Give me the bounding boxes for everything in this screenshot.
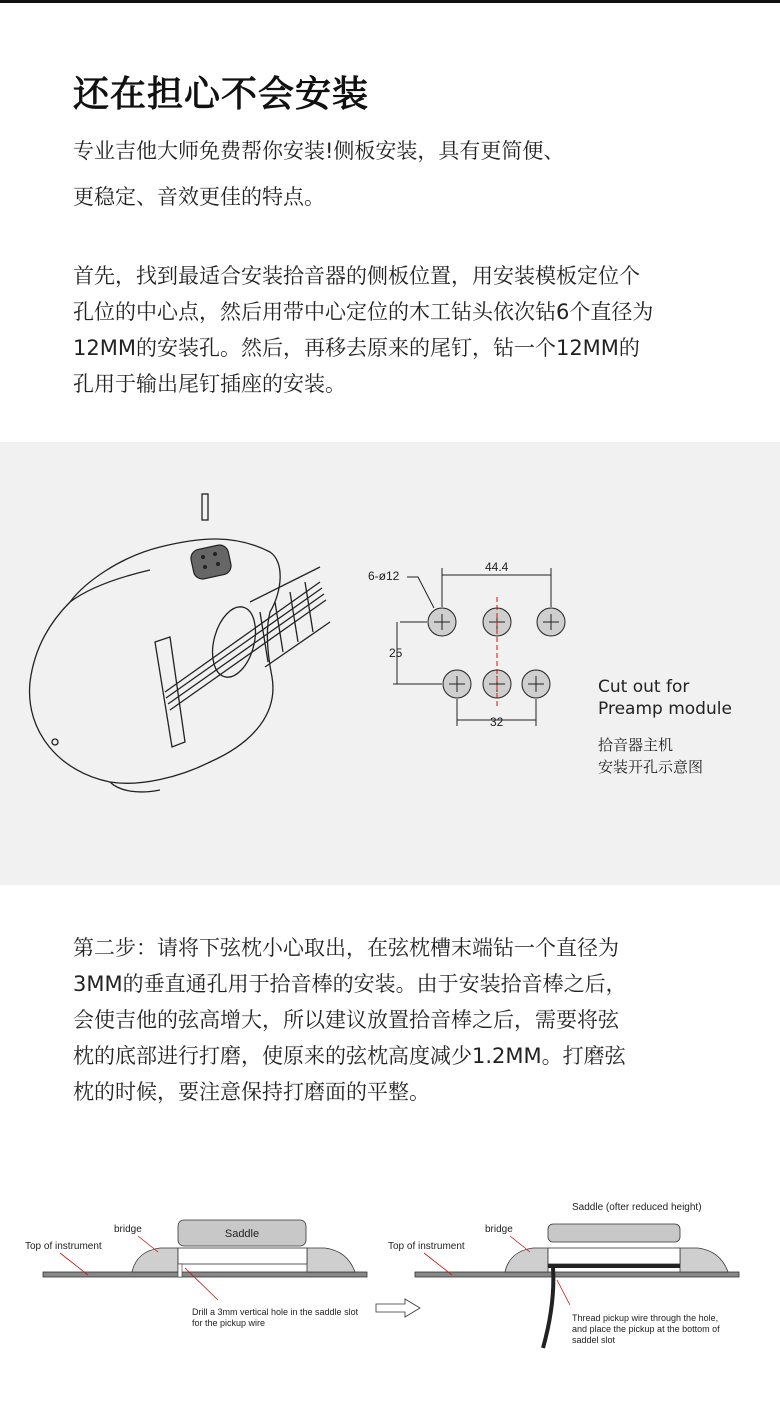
dimension-side: 25 xyxy=(389,646,403,660)
saddle-diagram xyxy=(0,1180,780,1380)
caption-line: 拾音器主机 xyxy=(598,736,674,754)
caption-line: Preamp module xyxy=(598,699,732,719)
step-two-line: 第二步：请将下弦枕小心取出，在弦枕槽末端钻一个直径为 xyxy=(73,936,619,960)
step-one-line: 孔位的中心点，然后用带中心定位的木工钻头依次钻6个直径为 xyxy=(73,300,654,324)
step-two-line: 枕的时候，要注意保持打磨面的平整。 xyxy=(73,1080,430,1104)
bridge-label: bridge xyxy=(114,1224,142,1235)
instrument-top xyxy=(43,1272,367,1277)
step-two-line: 3MM的垂直通孔用于拾音棒的安装。由于安装拾音棒之后， xyxy=(73,972,627,996)
cutout-caption-en xyxy=(598,676,732,720)
preamp-module-icon xyxy=(189,543,232,580)
thread-note-line: saddel slot xyxy=(572,1335,616,1345)
hole-label: 6-ø12 xyxy=(368,569,400,583)
intro-paragraph xyxy=(73,128,733,220)
thread-note-line: and place the pickup at the bottom of xyxy=(572,1324,720,1334)
arrow-right-icon xyxy=(376,1299,420,1317)
saddle-diagram-before xyxy=(25,1220,367,1328)
top-label: Top of instrument xyxy=(25,1241,102,1252)
step-one-line: 首先，找到最适合安装拾音器的侧板位置，用安装模板定位个 xyxy=(73,264,640,288)
drill-note-line: Drill a 3mm vertical hole in the saddle slot xyxy=(192,1307,359,1317)
dimension-top: 44.4 xyxy=(485,560,509,574)
drill-note-line: for the pickup wire xyxy=(192,1318,266,1328)
guitar-illustration xyxy=(30,494,330,792)
top-label: Top of instrument xyxy=(388,1241,465,1252)
step-one-line: 12MM的安装孔。然后，再移去原来的尾钉，钻一个12MM的 xyxy=(73,336,640,360)
caption-line: Cut out for xyxy=(598,677,690,697)
bridge-label: bridge xyxy=(485,1224,513,1235)
cutout-caption-zh xyxy=(598,734,703,778)
step-two-line: 枕的底部进行打磨，使原来的弦枕高度减少1.2MM。打磨弦 xyxy=(73,1044,626,1068)
pickup-wire xyxy=(543,1268,553,1348)
top-rule xyxy=(0,0,780,3)
reduced-saddle-shape xyxy=(548,1224,680,1242)
caption-line: 安装开孔示意图 xyxy=(598,758,704,776)
thread-note-line: Thread pickup wire through the hole, xyxy=(572,1313,719,1323)
dimension-bottom: 32 xyxy=(490,715,504,729)
step-one-paragraph xyxy=(73,258,738,402)
page-title: 还在担心不会安装 xyxy=(73,74,370,115)
step-two-line: 会使吉他的弦高增大，所以建议放置拾音棒之后，需要将弦 xyxy=(73,1008,619,1032)
guitar-template-illustration xyxy=(0,442,780,885)
saddle-slot xyxy=(178,1248,307,1264)
step-one-line: 孔用于输出尾钉插座的安装。 xyxy=(73,372,346,396)
saddle-label: Saddle xyxy=(224,1228,260,1240)
saddle-label: Saddle (ofter reduced height) xyxy=(572,1202,702,1213)
intro-line: 专业吉他大师免费帮你安装!侧板安装，具有更简便、 xyxy=(73,139,565,163)
intro-line: 更稳定、音效更佳的特点。 xyxy=(73,185,325,209)
installation-diagram-panel xyxy=(0,442,780,885)
saddle-diagram-after xyxy=(388,1202,739,1348)
step-two-paragraph xyxy=(73,930,738,1110)
pickup-bar xyxy=(548,1264,680,1268)
bridge-shape xyxy=(132,1248,178,1272)
